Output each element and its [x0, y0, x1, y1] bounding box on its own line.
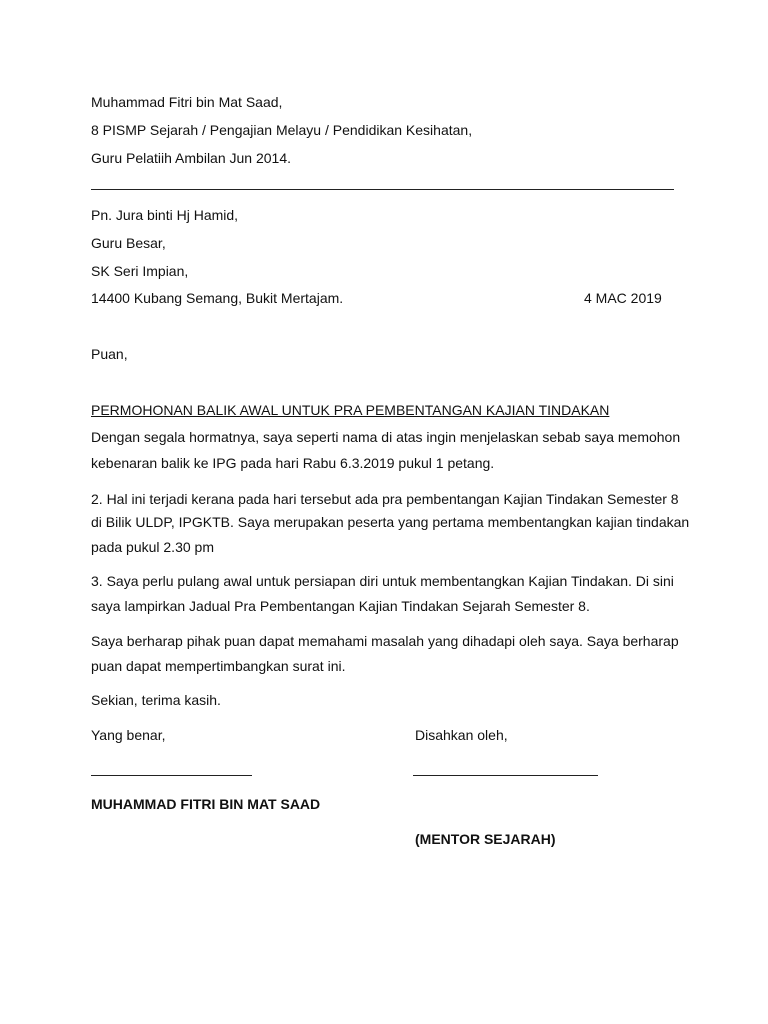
body-p4-line2: puan dapat mempertimbangkan surat ini. [91, 658, 346, 674]
letter-subject: PERMOHONAN BALIK AWAL UNTUK PRA PEMBENTANGAN KAJIAN TINDAKAN [91, 402, 610, 418]
closing: Sekian, terima kasih. [91, 692, 221, 708]
signoff-left: Yang benar, [91, 727, 166, 743]
sender-program: 8 PISMP Sejarah / Pengajian Melayu / Pendidikan Kesihatan, [91, 122, 473, 138]
recipient-address: 14400 Kubang Semang, Bukit Mertajam. [91, 290, 344, 306]
body-p3-line2: saya lampirkan Jadual Pra Pembentangan Kajian Tindakan Sejarah Semester 8. [91, 598, 590, 614]
signoff-right: Disahkan oleh, [415, 727, 508, 743]
body-p2-line2: di Bilik ULDP, IPGKTB. Saya merupakan peserta yang pertama membentangkan kajian tindakan [91, 514, 690, 530]
body-p1-line1: Dengan segala hormatnya, saya seperti nama di atas ingin menjelaskan sebab saya memohon [91, 429, 681, 445]
recipient-school: SK Seri Impian, [91, 263, 189, 279]
body-p1-line2: kebenaran balik ke IPG pada hari Rabu 6.3.2019 pukul 1 petang. [91, 455, 495, 471]
body-p2-line1: 2. Hal ini terjadi kerana pada hari tersebut ada pra pembentangan Kajian Tindakan Semester 8 [91, 491, 679, 507]
recipient-title: Guru Besar, [91, 235, 166, 251]
sender-name: Muhammad Fitri bin Mat Saad, [91, 94, 283, 110]
letter-date: 4 MAC 2019 [584, 290, 662, 306]
recipient-name: Pn. Jura binti Hj Hamid, [91, 207, 239, 223]
sender-role: Guru Pelatiih Ambilan Jun 2014. [91, 150, 292, 166]
signer-name: MUHAMMAD FITRI BIN MAT SAAD [91, 796, 321, 812]
signature-line-left [91, 775, 252, 776]
header-divider [91, 189, 674, 190]
body-p2-line3: pada pukul 2.30 pm [91, 539, 214, 555]
signature-line-right [413, 775, 598, 776]
body-p3-line1: 3. Saya perlu pulang awal untuk persiapan diri untuk membentangkan Kajian Tindakan. Di sini [91, 573, 674, 589]
mentor-label: (MENTOR SEJARAH) [415, 831, 556, 847]
salutation: Puan, [91, 346, 128, 362]
body-p4-line1: Saya berharap pihak puan dapat memahami masalah yang dihadapi oleh saya. Saya berharap [91, 633, 679, 649]
